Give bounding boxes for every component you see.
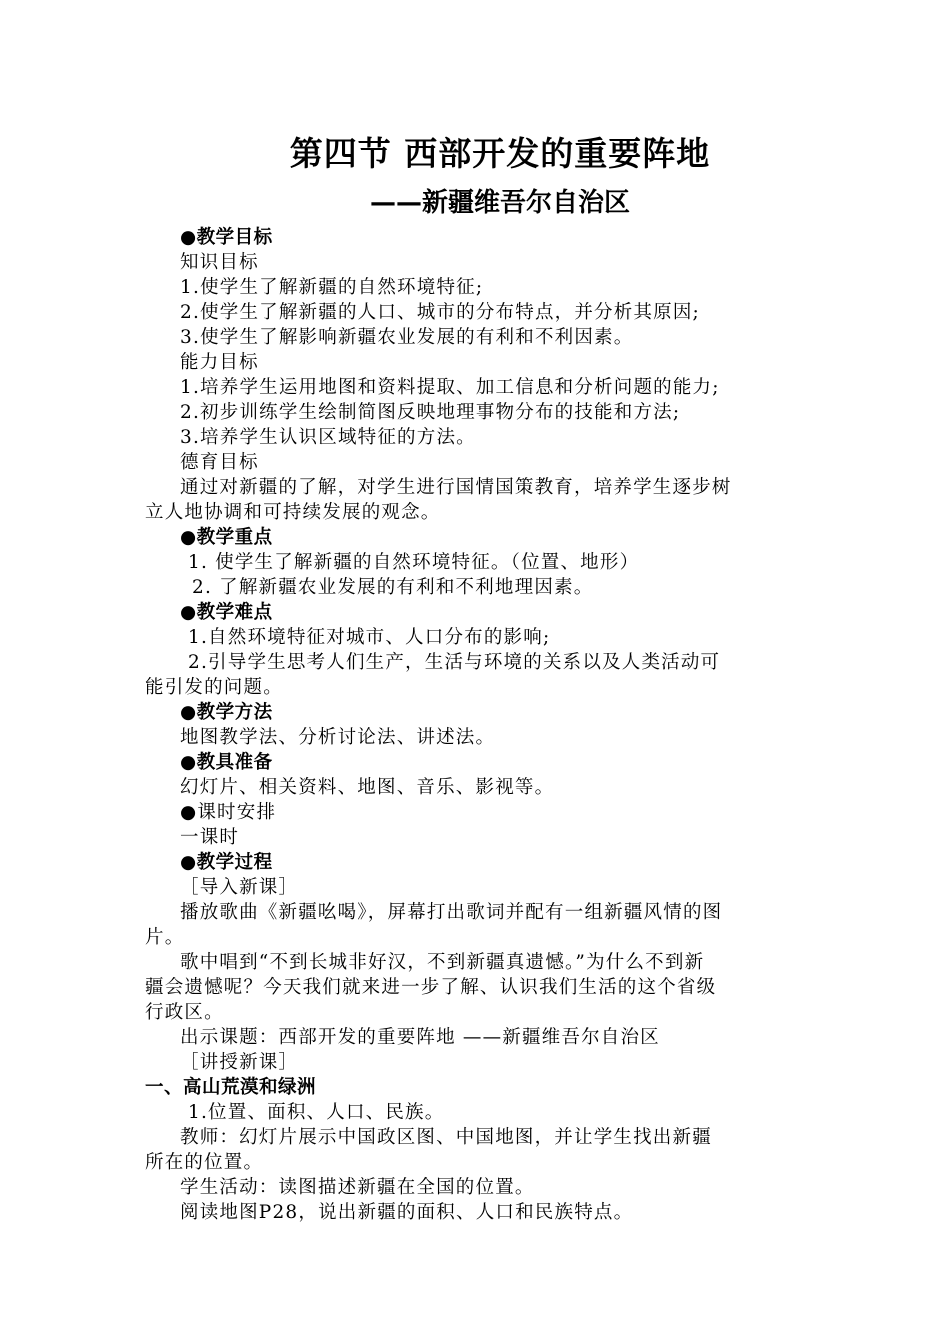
text-line: 1.使学生了解新疆的自然环境特征; [180, 277, 484, 298]
text-line: 德育目标 [180, 452, 259, 473]
heading-teaching-process: ●教学过程 [180, 852, 273, 873]
heading-key-points: ●教学重点 [180, 527, 273, 548]
text-line: 播放歌曲《新疆吆喝》，屏幕打出歌词并配有一组新疆风情的图 [180, 902, 723, 923]
text-line: 一课时 [180, 827, 240, 848]
heading-section-one: 一、高山荒漠和绿洲 [145, 1077, 317, 1098]
text-line: 能力目标 [180, 352, 259, 373]
text-line: 幻灯片、相关资料、地图、音乐、影视等。 [180, 777, 555, 798]
text-line: 3.使学生了解影响新疆农业发展的有利和不利因素。 [180, 327, 634, 348]
text-line: 能引发的问题。 [145, 677, 283, 698]
text-line: 1. 使学生了解新疆的自然环境特征。（位置、地形） [188, 552, 640, 573]
text-line: 片。 [145, 927, 185, 948]
text-line: 1.自然环境特征对城市、人口分布的影响; [188, 627, 551, 648]
text-line: 所在的位置。 [145, 1152, 264, 1173]
heading-class-schedule: ●课时安排 [180, 802, 277, 823]
text-line: 阅读地图P28，说出新疆的面积、人口和民族特点。 [180, 1202, 634, 1223]
text-line: 知识目标 [180, 252, 259, 273]
text-line: 2.使学生了解新疆的人口、城市的分布特点，并分析其原因; [180, 302, 700, 323]
heading-teaching-goals: ●教学目标 [180, 227, 273, 248]
text-line: 歌中唱到“不到长城非好汉，不到新疆真遗憾。”为什么不到新 [180, 952, 705, 973]
text-line: 1.位置、面积、人口、民族。 [188, 1102, 445, 1123]
text-line: 2.引导学生思考人们生产，生活与环境的关系以及人类活动可 [188, 652, 721, 673]
heading-difficulties: ●教学难点 [180, 602, 273, 623]
text-line: 出示课题：西部开发的重要阵地 ——新疆维吾尔自治区 [180, 1027, 660, 1048]
heading-teaching-aids: ●教具准备 [180, 752, 273, 773]
text-line: 3.培养学生认识区域特征的方法。 [180, 427, 476, 448]
text-line: 地图教学法、分析讨论法、讲述法。 [180, 727, 496, 748]
text-line: 行政区。 [145, 1002, 224, 1023]
page-title: 第四节 西部开发的重要阵地 [289, 134, 711, 173]
text-line: ［讲授新课］ [180, 1052, 299, 1073]
text-line: 疆会遗憾呢？今天我们就来进一步了解、认识我们生活的这个省级 [145, 977, 717, 998]
text-line: 立人地协调和可持续发展的观念。 [145, 502, 441, 523]
text-line: ［导入新课］ [180, 877, 299, 898]
text-line: 1.培养学生运用地图和资料提取、加工信息和分析问题的能力; [180, 377, 720, 398]
text-line: 通过对新疆的了解，对学生进行国情国策教育，培养学生逐步树 [180, 477, 732, 498]
text-line: 学生活动：读图描述新疆在全国的位置。 [180, 1177, 535, 1198]
text-line: 2. 了解新疆农业发展的有利和不利地理因素。 [192, 577, 594, 598]
page-subtitle: ——新疆维吾尔自治区 [370, 188, 631, 218]
text-line: 教师：幻灯片展示中国政区图、中国地图，并让学生找出新疆 [180, 1127, 712, 1148]
heading-teaching-methods: ●教学方法 [180, 702, 273, 723]
text-line: 2.初步训练学生绘制简图反映地理事物分布的技能和方法; [180, 402, 681, 423]
